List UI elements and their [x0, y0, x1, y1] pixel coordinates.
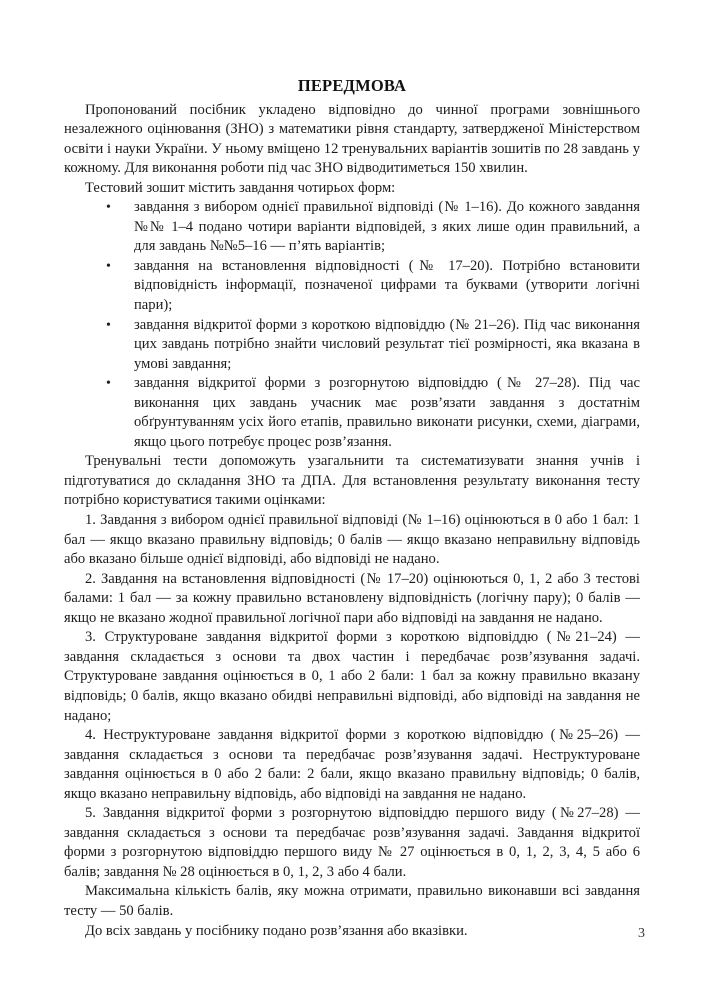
list-item-text: завдання на встановлення відповідності (№ 17–20). Потрібно встановити відповідність інформації, позначеної цифрами та буквами (утворити логічні пари); [134, 257, 640, 314]
forms-intro-paragraph: Тестовий зошит містить завдання чотирьох форм: [85, 179, 396, 196]
bullet-icon: • [106, 317, 111, 333]
max-score-paragraph: Максимальна кількість балів, яку можна отримати, правильно виконавши всі завдання тесту — 50 балів. [64, 883, 640, 919]
scoring-item-2: 2. Завдання на встановлення відповідності (№ 17–20) оцінюються 0, 1, 2 або 3 тестові балами: 1 бал — за кожну правильно встановлену відповідність (логічну пару); 0 балів — якщо не вказано жодної правильної логічної пари або відповіді на завдання не надано. [64, 570, 640, 626]
list-item [64, 257, 640, 316]
closing-paragraph: До всіх завдань у посібнику подано розв’язання або вказівки. [85, 922, 468, 939]
bullet-icon: • [106, 258, 111, 274]
bullet-icon: • [106, 200, 111, 216]
scoring-item-1: 1. Завдання з вибором однієї правильної відповіді (№ 1–16) оцінюються в 0 або 1 бал: 1 бал — якщо вказано правильну відповідь; 0 балів — якщо вказано неправильну відповідь або вказано більше однієї відповіді, або відповіді не надано. [64, 512, 640, 568]
scoring-item-3: 3. Структуроване завдання відкритої форми з короткою відповіддю (№21–24) — завдання складається з основи та двох частин і передбачає розв’язування задачі. Структуроване завдання оцінюється в 0, 1 або 2 бали: 1 бал за кожну правильно вказану відповідь; 0 балів, якщо вказано обидві неправильні відповіді, або відповіді на завдання не надано; [64, 629, 640, 724]
page-number: 3 [638, 926, 645, 941]
list-item-text: завдання з вибором однієї правильної відповіді (№ 1–16). До кожного завдання №№ 1–4 подано чотири варіанти відповідей, з яких лише один правильний, а для завдань №№5–16 — п’ять варіантів; [134, 199, 640, 255]
training-paragraph: Тренувальні тести допоможуть узагальнити та систематизувати знання учнів і підготуватися до складання ЗНО та ДПА. Для встановлення результату виконання тесту потрібно користуватися такими оцінками: [64, 453, 640, 509]
forms-list [64, 198, 640, 452]
list-item [64, 374, 640, 452]
list-item [64, 198, 640, 257]
intro-paragraph: Пропонований посібник укладено відповідно до чинної програми зовнішнього незалежного оцінювання (ЗНО) з математики рівня стандарту, затвердженої Міністерством освіти і науки України. У ньому вміщено 12 тренувальних варіантів зошитів по 28 завдань у кожному. Для виконання роботи під час ЗНО відводитиметься 150 хвилин. [64, 101, 640, 177]
page-title: ПЕРЕДМОВА [297, 76, 407, 95]
document-page [64, 76, 640, 941]
scoring-item-5: 5. Завдання відкритої форми з розгорнутою відповіддю першого виду (№27–28) — завдання складається з основи та передбачає розв’язування задачі. Завдання відкритої форми з розгорнутою відповіддю першого виду № 27 оцінюється в 0, 1, 2, 3, 4, 5 або 6 балів; завдання № 28 оцінюється в 0, 1, 2, 3 або 4 бали. [64, 805, 640, 880]
list-item-text: завдання відкритої форми з розгорнутою відповіддю (№ 27–28). Під час виконання цих завдань учасник має розв’язати завдання з достатнім обґрунтуванням усіх його етапів, правильно виконати рисунки, схеми, діаграми, якщо цього потребує процес розв’язання. [134, 375, 640, 450]
bullet-icon: • [106, 376, 111, 392]
scoring-item-4: 4. Неструктуроване завдання відкритої форми з короткою відповіддю (№25–26) — завдання складається з основи та передбачає розв’язування задачі. Неструктуроване завдання оцінюється в 0 або 2 бали: 2 бали, якщо вказано правильну відповідь; 0 балів, якщо вказано неправильну відповідь, або відповіді на завдання не надано. [64, 727, 640, 802]
list-item-text: завдання відкритої форми з короткою відповіддю (№ 21–26). Під час виконання цих завдань потрібно знайти числовий результат тієї розмірності, яка вказана в умові завдання; [134, 316, 640, 372]
list-item [64, 316, 640, 375]
